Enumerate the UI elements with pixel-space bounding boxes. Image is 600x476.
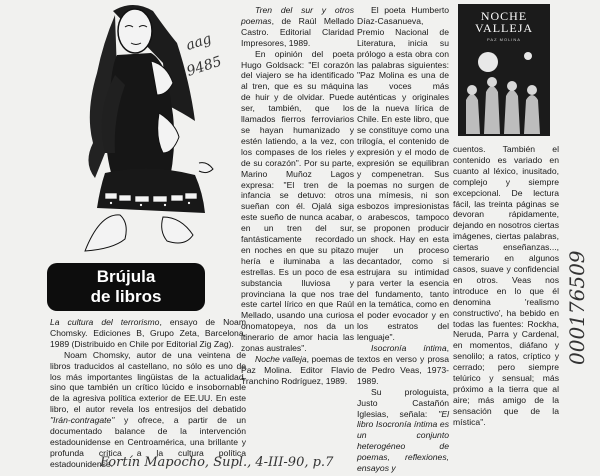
handwritten-side-number <box>564 150 590 370</box>
review-isocronia-header: Isocronía íntima, textos en verso y prosa de Pedro Veas, 1973-1989. <box>357 343 449 386</box>
headline-line-2: de libros <box>90 287 162 306</box>
book-title-tren: Tren del sur y otros poemas <box>241 5 354 26</box>
column-3 <box>357 5 449 474</box>
svg-text:000176509: 000176509 <box>565 250 589 365</box>
review-noche-body: El poeta Humberto Díaz-Casanueva, Premio Nacional de Literatura, inicia su prólogo a esta obra con las palabras siguientes: "Paz Molina es una de las voces más auténticas y originales de la nueva lírica de Chile. En este libro, que se constituye como una trilogía, el contenido de expresión y el modo de expresión se equilibran y compenetran. Sus poemas no surgen de una mímesis, ni son esbozos impresionistas o arabescos, tampoco se proponen producir un shock. Hay en esta mujer un proceso decantador, como si estrujara su intimidad para verter la esencia del fundamento, tanto en la temática, como en el poder evocador y en los estratos del lenguaje". <box>357 5 449 343</box>
review-chomsky-body: Noam Chomsky, autor de una veintena de libros traducidos al castellano, no sólo es uno de los más importantes lingüistas de la actualidad, sino que también un crítico lúcido e insobornable de la agresiva política exterior de EE.UU. En este libro, el autor revela los entresijos del debatido "Irán-contragate" y ofrece, a partir de un documentado balance de la intervención estadounidense en Centroamérica, una brillante y profunda crítica a la cultura política estadounidense. <box>50 349 246 469</box>
review-isocronia-continued: cuentos. También el contenido es variado en cuanto al léxico, inusitado, complejo y siempre excepcional. De lectura fácil, las treinta páginas se devoran rápidamente, dejando en nosotros ciertas imágenes, ciertas palabras, ciertas enseñanzas..., temerario en algunos casos, suave y confidencial en otros. Veas nos introduce en lo que él denomina 'realismo constructivo', ha bebido en todas las fuentes: Rockha, Neruda, Parra y Cardenal, en momentos, diáfano y senolilo; a ratos, críptico y cerrado; pero siempre telúrico y sensual; más próximo a la tierra que al aire; más amigo de la sensación que de la mística". <box>453 144 559 427</box>
column-2 <box>241 5 354 387</box>
column-1 <box>50 317 246 470</box>
cover-title: NOCHE VALLEJA <box>474 9 534 35</box>
book-title-noche: Noche valleja <box>255 354 307 364</box>
headline-line-1: Brújula <box>96 267 156 286</box>
handwritten-source-note <box>30 450 470 472</box>
review-isocronia-body: Su prologuista, Justo Castañón Iglesias, señala: "El libro Isocronía íntima es un conjunto heterogéneo de poemas, reflexiones, ensayos y <box>357 386 449 474</box>
handwritten-shelfmark <box>180 22 230 82</box>
handwritten-mid-1: aag <box>184 30 214 54</box>
column-4 <box>453 144 559 428</box>
cover-artwork <box>458 4 550 136</box>
svg-text:Fortín Mapocho, Supl., 4-III-9: Fortín Mapocho, Supl., 4-III-90, p.7 <box>100 455 334 470</box>
review-chomsky-header: La cultura del terrorismo, ensayo de Noam Chomsky. Ediciones B, Grupo Zeta, Barcelona, 1989 (Distribuido en Chile por Editorial Zig Zag). <box>50 317 246 349</box>
book-title-isocronia: Isocronía íntima <box>371 343 447 354</box>
handwritten-mid-2: 9485 <box>184 53 224 80</box>
review-tren-header: Tren del sur y otros poemas, de Raúl Mellado Castro. Editorial Claridad Impresores, 1989. <box>241 5 354 48</box>
book-cover-image <box>458 4 550 136</box>
cover-author: PAZ MOLINA <box>487 37 521 42</box>
review-noche-header: Noche valleja, poemas de Paz Molina. Editor Flavio Tranchino Rodríguez, 1989. <box>241 354 355 386</box>
book-title-chomsky: La cultura del terrorismo <box>50 317 160 327</box>
headline-box <box>47 263 205 311</box>
review-tren-body: En opinión del poeta Hugo Goldsack: "El corazón del viajero se ha identificado al tren, que es su máquina de huir y de olvidar. Puede ser, también, que los llamados fierros ferroviarios se hayan humanizado y estén latiendo, a la vez, con los compases de los rieles y de su corazón". Por su parte, Marino Muñoz Lagos expresa: "El tren de la infancia se detuvo: otros sueñan con él. Ojalá siga este sueño de nunca acabar, en un tren del sur, fantásticamente recordado en noches en que su pitazo hería e iluminaba a las estrellas. Es un poco de esa substancia lluviosa y provinciana la que nos trae este cartel lírico en que Raúl Mellado, usando una curiosa onomatopeya, nos da un itinerario de amor hacia las zonas australes". <box>241 48 354 354</box>
